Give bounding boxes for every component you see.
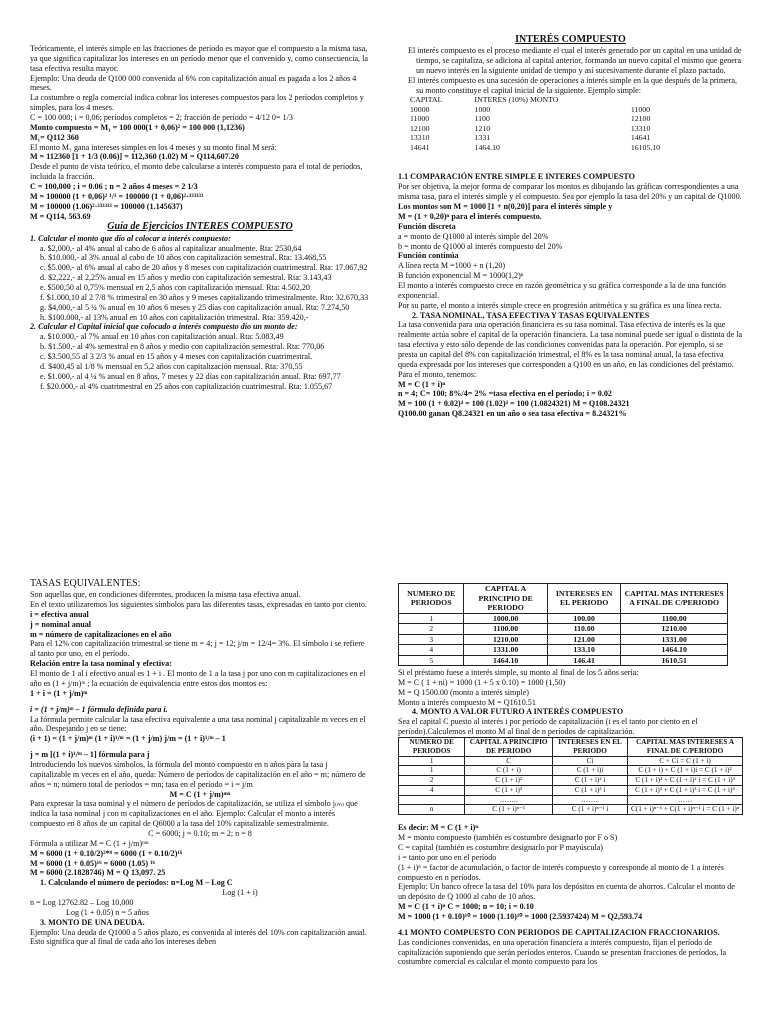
page-bottom-right — [398, 583, 743, 967]
table-cell: 2 — [399, 776, 465, 786]
paragraph: M = monto compuesto (también es costumbre designarlo por F o S) — [398, 833, 618, 843]
table-cell: 1100.00 — [621, 613, 728, 624]
paragraph: Si el préstamo fuese a interés simple, su monto al final de los 5 años sería: — [398, 668, 639, 677]
paragraph: Ejemplo: Una deuda de Q100 000 convenida al 6% con capitalización anual es pagada a los 2 años 4 meses. — [30, 73, 357, 93]
table-row — [410, 133, 690, 143]
formula: M = 6000 (2.1828746) M = Q 13,097. 25 — [30, 868, 166, 878]
table-cell: 1610.51 — [621, 655, 728, 666]
table-header-cell: CAPITAL A PRINCIPIO DE PERIODO — [464, 584, 547, 614]
table-cell: 1210 — [474, 123, 491, 133]
list-item: a. $10.000,- al 7% anual en 10 años con capitalización anual. Rta: 5.083,49 — [40, 332, 284, 342]
formula: i = (1 + j/m)ᵐ – 1 fórmula definida para i. — [30, 704, 168, 714]
table-cell: 12100 — [410, 123, 430, 133]
table-cell: C(1 + i)ⁿ⁻¹ + C(1 + i)ⁿ⁻¹ i = C (1 + i)ⁿ — [628, 805, 743, 815]
table-row — [410, 143, 690, 153]
section-heading: 4.1 MONTO COMPUESTO CON PERIODOS DE CAPITALIZACION FRACCIONARIOS. — [398, 927, 720, 937]
table-cell: 16105.10 — [630, 142, 661, 152]
definition: j = nominal anual — [30, 619, 92, 629]
table-header-cell: INTERES (10%) MONTO — [474, 95, 559, 105]
table-cell: 2 — [399, 624, 464, 635]
section-heading: 4. MONTO A VALOR FUTURO A INTERÉS COMPUESTO — [412, 707, 624, 717]
table-cell: 1210.00 — [464, 634, 547, 645]
table-cell: 146.41 — [547, 655, 621, 666]
paragraph: M = Q 1500.00 (monto a interés simple) — [398, 687, 529, 697]
table-header-cell: CAPITAL MAS INTERESES A FINAL DE C/PERIODO — [621, 584, 728, 614]
paragraph: Son aquellas que, en condiciones diferentes, producen la misma tasa efectiva anual. — [30, 590, 301, 600]
paragraph: La tasa convenida para una operación financiera es su tasa nominal. Tasa efectiva de interés es la que realmente actúa sobre el capital de la operación financiera. La tasa nominal puede ser igual o distinta de la tasa efectiva y esto sólo depende de las condiciones convenidas para la operación. Por ejemplo, si se presta un capital del 8% con capitalización trimestral, el 8% es la tasa nominal anual, la tasa efectiva queda expresada por los intereses que corresponden a Q100 en un año, en las condiciones del préstamo. Para el monto, tenemos: — [398, 320, 743, 379]
step: n = Log 12762.82 – Log 10,000 — [30, 897, 134, 907]
paragraph: Desde el punto de vista teórico, el monto debe calcularse a interés compuesto para el total de períodos, incluida la fracción. — [30, 162, 363, 182]
subheading: Relación entre la tasa nominal y efectiva: — [30, 659, 172, 669]
paragraph: Introduciendo los nuevos símbolos, la fórmula del monto compuesto en n años para la tasa j capitalizable m veces en el año, queda: Número de períodos de capitalización en el año = m; número de años = n; número total de períodos = mn; tasa en el período = i = j/m — [30, 759, 366, 789]
table-cell: C (1 + i)² — [465, 776, 553, 786]
table-cell — [399, 795, 465, 805]
list-item: h. $100.000,- al 13% anual en 10 años con capitalización trimestral. Rta: 359.420,- — [40, 312, 309, 322]
formula: M = 100000 (1 + 0,06)² ¹/³ = 100000 (1 + 0,06)²·³³³³³³ — [30, 191, 204, 201]
paragraph: b = monto de Q1000 al interés compuesto del 20% — [398, 241, 563, 251]
table-cell: 11000 — [630, 104, 651, 114]
table-cell: 110.00 — [547, 624, 621, 635]
page-top-left — [30, 44, 370, 391]
formula: M = Q114, 563.69 — [30, 211, 91, 221]
subheading: Función discreta — [398, 221, 456, 231]
paragraph: En el texto utilizaremos los siguientes símbolos para las diferentes tasas, expresadas en tanto por ciento. — [30, 600, 367, 610]
paragraph: Por su parte, el monto a interés simple crece en progresión aritmética y su gráfica es una línea recta. — [398, 300, 722, 310]
table-cell: C (1 + i)ⁿ⁻¹ i — [552, 805, 627, 815]
table-cell: 121.00 — [547, 634, 621, 645]
paragraph: El monto de 1 al i efectivo anual es 1 + i . El monto de 1 a la tasa j por uno con m capitalizaciones en el año es (1 + j/m)ᵐ ; la ecuación de equivalencia entre estos dos montos es: — [30, 669, 366, 688]
table-row — [410, 114, 690, 124]
formula: j = m [(1 + i)¹/ᵐ – 1] fórmula para j — [30, 750, 150, 760]
paragraph: B función exponencial M = 1000(1,2)ⁿ — [398, 271, 524, 281]
list-item: d. $2,222,- al 2,25% anual en 15 años y medio con capitalización semestral. Rta: 3.143,43 — [40, 273, 332, 283]
table-cell: 4 — [399, 645, 464, 656]
table-cell: 1331.00 — [464, 645, 547, 656]
paragraph: Ejemplo: Una deuda de Q1000 a 5 años plazo, es convenida al interés del 10% con capitalización anual. Esto significa que al final de cada año los intereses deben — [30, 927, 367, 947]
list-item: d. $400,45 al 1/8 % mensual en 5,2 años con capitalización mensual. Rta: 370,55 — [40, 361, 303, 371]
list-item: b. $1.500,- al 4% semestral en 8 años y medio con capitalización semestral. Rta: 770,06 — [40, 342, 325, 352]
table-cell: 4 — [399, 785, 465, 795]
table-header-cell: INTERESES EN EL PERIODO — [552, 738, 627, 757]
table-header-cell: INTERESES EN EL PERIODO — [547, 584, 621, 614]
list-item: e. $500,50 al 0,75% mensual en 2,5 años con capitalización mensual. Rta: 4.502,20 — [40, 282, 310, 292]
formula: Fórmula a utilizar M = C (1 + j/m)ᵐⁿ — [30, 838, 149, 848]
paragraph: El interés compuesto es una sucesión de operaciones a interés simple en la que después de la primera, su monto constituye el capital inicial de la siguiente. Ejemplo simple: — [408, 75, 738, 95]
table-row — [399, 655, 728, 666]
table-cell: 1100 — [474, 114, 490, 124]
exercise-list-2 — [30, 332, 370, 391]
table-row — [399, 624, 728, 635]
list-item: b. $10.000,- al 3% anual al cabo de 10 años con capitalización semestral. Rta: 13.468,55 — [40, 253, 327, 263]
list-item: e. $1.000,- al 4 ¼ % anual en 8 años, 7 meses y 22 días con capitalización anual. Rta: 697,77 — [40, 371, 341, 381]
table-cell: 1464.10 — [474, 142, 500, 152]
page-title: INTERÉS COMPUESTO — [515, 34, 626, 45]
table-cell: 1464.10 — [621, 645, 728, 656]
section-title: TASAS EQUIVALENTES: — [30, 578, 141, 589]
paragraph: (1 + i)ⁿ = factor de acumulación, o factor de interés compuesto y corresponde al monto de 1 a interés compuesto en n períodos. — [398, 862, 724, 882]
table-cell: 11000 — [410, 114, 430, 124]
formula: M = (1 + 0,20)ⁿ para el interés compuesto. — [398, 211, 542, 221]
list-item: f. $1.000,10 al 2 7/8 % trimestral en 30 años y 9 meses capitalizando trimestralmente. Rto: 32.670,33 — [40, 292, 369, 302]
table-cell: 1 — [399, 766, 465, 776]
table-row — [399, 785, 743, 795]
table-row — [410, 105, 690, 115]
formula: M = 1000 (1 + 0.10)¹⁰ = 1000 (1.10)¹⁰ = 1000 (2.5937424) M = Q2,593.74 — [398, 912, 643, 921]
subheading: Función continúa — [398, 251, 459, 261]
table-cell: 10000 — [410, 104, 430, 114]
step: 1. Calculando el número de períodos: n=Log M – Log C — [40, 878, 233, 888]
table-cell: C (1 + i)³ i — [552, 785, 627, 795]
list-item: g. $4,000,- al 5 ¾ % anual en 10 años 6 meses y 25 días con capitalización anual. Rta: 7.274,50 — [40, 302, 350, 312]
table-cell: 14641 — [630, 133, 651, 143]
table-row — [399, 634, 728, 645]
table-header-cell: CAPITAL A PRINCIPIO DE PERIODO — [465, 738, 553, 757]
paragraph: i = tanto por uno en el período — [398, 852, 497, 862]
paragraph: La costumbre o regla comercial indica cobrar los intereses compuestos para los 2 períodos completos y simples, para los 4 meses. — [30, 93, 364, 113]
table-cell: 13310 — [630, 123, 651, 133]
table-cell: 1000 — [474, 104, 491, 114]
formula: M = 6000 (1 + 0.05)¹⁶ = 6000 (1.05) ¹⁶ — [30, 858, 155, 868]
table-cell: …….. — [552, 795, 627, 805]
table-cell: C (1 + i)i — [552, 766, 627, 776]
table-cell: 1 — [399, 756, 465, 766]
formula: M = C (1 + i)ⁿ — [398, 379, 446, 389]
section-heading: 2. TASA NOMINAL, TASA EFECTIVA Y TASAS EQUIVALENTES — [412, 310, 650, 320]
table-header-row — [410, 95, 690, 105]
table-cell: C (1 + i) + C (1 + i)i = C (1 + i)² — [628, 766, 743, 776]
formula: 1 + i = (1 + j/m)ᵐ — [30, 688, 88, 698]
table-cell: 13310 — [410, 133, 430, 143]
paragraph: El interés compuesto es el proceso mediante el cual el interés generado por un capital en una unidad de tiempo, se capitaliza, se adiciona al capital anterior, formando un nuevo capital el mismo que genera un nuevo interés en la siguiente unidad de tiempo y así sucesivamente durante el plazo pactado. — [408, 46, 742, 75]
exercise-list-1 — [30, 244, 370, 323]
section-heading: 1.1 COMPARACIÓN ENTRE SIMPLE E INTERES COMPUESTO — [398, 172, 635, 182]
table-header-cell: NUMERO DE PERIODOS — [399, 738, 465, 757]
paragraph: El monto M₁ gana intereses simples en los 4 meses y su monto final M será: — [30, 142, 277, 152]
table-cell: Ci — [552, 756, 627, 766]
step-denominator: Log (1 + 0.05) n = 5 años — [66, 907, 149, 917]
table-row — [399, 795, 743, 805]
table-row — [410, 124, 690, 134]
exercise-section-title: 2. Calcular el Capital inicial que colocado a interés compuesto dio un monto de: — [30, 322, 298, 332]
table-cell: 1000.00 — [464, 613, 547, 624]
table-cell: C + Ci = C (1 + i) — [628, 756, 743, 766]
table-cell: 1 — [399, 613, 464, 624]
formula: (i + 1) = (1 + j/m)ᵐ (1 + i)¹/ᵐ = (1 + j/m) j/m = (1 + i)¹/ᵐ – 1 — [30, 734, 226, 744]
table-cell: 5 — [399, 655, 464, 666]
table-cell: 14641 — [410, 142, 430, 152]
formula: M₁= Q112 360 — [30, 132, 79, 142]
paragraph: Para el 12% con capitalización trimestral se tiene m = 4; j = 12; j/m = 12/4= 3%. El símbolo i se refiere al tanto por uno, en el período. — [30, 639, 365, 659]
paragraph: La fórmula permite calcular la tasa efectiva equivalente a una tasa nominal j capitalizable m veces en el año. Despejando j en se tiene: — [30, 714, 366, 734]
paragraph: El monto a interés compuesto crece en razón geométrica y su gráfica corresponde a la de una función exponencial. — [398, 280, 726, 300]
simple-example-table — [410, 95, 690, 152]
exercise-guide-title: Guía de Ejercicios INTERES COMPUESTO — [107, 221, 293, 233]
formula: n = 4; C= 100; 8%/4= 2% =tasa efectiva en el período; i = 0.02 — [398, 389, 612, 399]
table-cell: …….. — [465, 795, 553, 805]
paragraph: Ejemplo: Un banco ofrece la tasa del 10% para los depósitos en cuenta de ahorros. Calcular el monto de un depósito de Q 1000 al cabo de 10 años. — [398, 882, 735, 902]
paragraph: C = 6000; j = 0.10; m = 2; n = 8 — [148, 828, 252, 838]
table-cell: 12100 — [630, 114, 651, 124]
paragraph: Por ser objetiva, la mejor forma de comparar los montos es dibujando las gráficas correspondientes a una misma tasa, para el interés simple y el compuesto. Sea por ejemplo la tasa del 20% y un capital de Q1000. — [398, 182, 742, 202]
paragraph: Monto a interés compuesto M = Q1610.51 — [398, 697, 536, 707]
table-cell: 3 — [399, 634, 464, 645]
table-cell: 133.10 — [547, 645, 621, 656]
list-item: f. $20.000,- al 4% cuatrimestral en 25 años con capitalización cuatrimestral. Rta: 1.055,67 — [40, 381, 333, 391]
table-row — [399, 645, 728, 656]
formula: M = C (1 + j/m)ᵐⁿ — [169, 789, 231, 799]
formula: Q100.00 ganan Q8.24321 en un año o sea tasa efectiva = 8.24321% — [398, 409, 627, 419]
formula: C = 100,000 ; i = 0.06 ; n = 2 años 4 meses = 2 1/3 — [30, 182, 198, 192]
future-value-table — [398, 737, 743, 815]
table-cell: 1331.00 — [621, 634, 728, 645]
paragraph: Para expresar la tasa nominal y el número de períodos de capitalización, se utiliza el símbolo j₍ₘ₎ que indica la tasa nominal j con m capitalizaciones en el año. Ejemplo: Calcular el monto a interés compuesto en 8 años de un capital de Q6000 a la tasa del 10% capitalizable semestralmente. — [30, 799, 358, 829]
list-item: a. $2,000,- al 4% anual al cabo de 6 años al capitalizar anualmente. Rta: 2530,64 — [40, 243, 302, 253]
table-row — [399, 756, 743, 766]
paragraph: C = capital (también es costumbre designarlo por P mayúscula) — [398, 842, 603, 852]
table-cell: 1100.00 — [464, 624, 547, 635]
table-cell: C (1 + i)² + C (1 + i)² i = C (1 + i)³ — [628, 776, 743, 786]
step-denominator: Log (1 + i) — [222, 888, 258, 898]
table-header-cell: NUMERO DE PERIODOS — [399, 584, 464, 614]
table-cell: n — [399, 805, 465, 815]
table-header-cell — [631, 95, 690, 105]
table-row — [399, 805, 743, 815]
definition: m = número de capitalizaciones en el año — [30, 629, 172, 639]
table-cell: 1210.00 — [621, 624, 728, 635]
table-cell: 1331 — [474, 133, 491, 143]
table-header-cell: CAPITAL MAS INTERESES A FINAL DE C/PERIODO — [628, 738, 743, 757]
paragraph: Teóricamente, el interés simple en las fracciones de período es mayor que el compuesto a la misma tasa, ya que significa capitalizar los intereses en un período menor que el convenido y, como consecuencia, la tasa efectiva resulta mayor. — [30, 44, 368, 73]
page-top-right — [398, 34, 743, 419]
page-bottom-left — [30, 578, 370, 947]
paragraph: Las condiciones convenidas, en una operación financiera a interés compuesto, fijan el período de capitalización suponiendo que serán períodos enteros. Cuando se presentan fracciones de períodos, la costumbre comercial es calcular el monto compuesto para los — [398, 937, 727, 967]
table-row — [399, 776, 743, 786]
formula: Es decir: M = C (1 + i)ⁿ — [398, 823, 479, 833]
formula: M = 112360 [1 + 1/3 (0.06)] = 112,360 (1.02) M = Q114,607.20 — [30, 152, 239, 162]
table-cell: C — [465, 756, 553, 766]
exercise-section-title: 1. Calcular el monto que dio al colocar a interés compuesto: — [30, 233, 231, 243]
formula: M = C (1 + i)ⁿ C = 1000; n = 10; i = 0.10 — [398, 902, 534, 912]
table-header-row — [399, 738, 743, 757]
formula: M = 100000 (1.06)²·³³³³³³ = 100000 (1.145637) — [30, 201, 183, 211]
list-item: c. $5.000,- al 6% anual al cabo de 20 años y 8 meses con capitalización cuatrimestral. Rta: 17.067,92 — [40, 263, 368, 273]
definition: i = efectiva anual — [30, 609, 89, 619]
table-cell: C (1 + i)³ + C (1 + i)³ i = C (1 + i)⁴ — [628, 785, 743, 795]
table-cell: C (1 + i)ⁿ⁻¹ — [465, 805, 553, 815]
paragraph: M = C ( 1 + ni) = 1000 (1 + 5 x 0.10) = 1000 (1,50) — [398, 677, 566, 687]
paragraph: A línea recta M =1000 + n (1,20) — [398, 261, 506, 271]
table-row — [399, 766, 743, 776]
paragraph: a = monto de Q1000 al interés simple del 20% — [398, 231, 549, 241]
table-cell: 100.00 — [547, 613, 621, 624]
formula: Monto compuesto = M₁ = 100 000(1 + 0,06)² = 100 000 (1,1236) — [30, 122, 245, 132]
formula: M = 6000 (1 + 0.10/2)²*⁸ = 6000 (1 + 0.10/2)¹⁶ — [30, 848, 183, 858]
table-cell: C (1 + i) — [465, 766, 553, 776]
paragraph: C = 100 000; i = 0,06; períodos completos = 2; fracción de período = 4/12 0= 1/3 — [30, 113, 293, 123]
formula: M = 100 (1 + 0.02)⁴ = 100 (1.02)⁴ = 100 (1.0824321) M = Q108.24321 — [398, 399, 630, 409]
table-cell: C (1 + i)³ — [465, 785, 553, 795]
table-cell: 1464.10 — [464, 655, 547, 666]
table-cell: …… — [628, 795, 743, 805]
section-heading: 3. MONTO DE UNA DEUDA. — [40, 917, 145, 927]
debt-table — [398, 583, 728, 666]
paragraph: Sea el capital C puesto al interés i por período de capitalización (i es el tanto por ciento en el período).Calculemos el monto M al final de n períodos de capitalización. — [398, 717, 698, 737]
list-item: c. $3.500,55 al 3 2/3 % anual en 15 años y 4 meses con capitalización cuatrimestral. — [40, 351, 313, 361]
table-row — [399, 613, 728, 624]
formula: Los montos son M = 1000 [1 + n(0,20)] para el interés simple y — [398, 202, 613, 212]
table-cell: C (1 + i)² i — [552, 776, 627, 786]
table-header-row — [399, 584, 728, 614]
table-header-cell: CAPITAL — [410, 95, 443, 105]
